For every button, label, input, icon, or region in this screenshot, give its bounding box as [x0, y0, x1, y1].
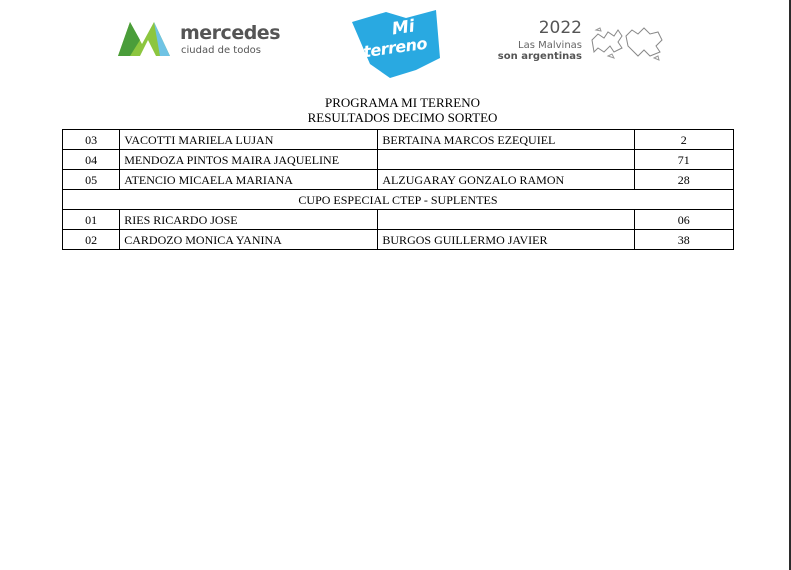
table-row: [63, 230, 734, 250]
cotitular-name: [378, 210, 634, 230]
mercedes-tagline: ciudad de todos: [181, 45, 262, 56]
mercedes-mark-icon: [118, 16, 176, 60]
mi-terreno-text-mi: Mi: [390, 16, 417, 40]
section-row: [63, 190, 734, 210]
titular-name: MENDOZA PINTOS MAIRA JAQUELINE: [120, 150, 378, 170]
row-value: 2: [634, 130, 733, 150]
cotitular-name: ALZUGARAY GONZALO RAMON: [378, 170, 634, 190]
table-row: [63, 210, 734, 230]
mercedes-wordmark: mercedes: [180, 22, 280, 44]
titular-name: RIES RICARDO JOSE: [120, 210, 378, 230]
table-row: [63, 150, 734, 170]
page-title: PROGRAMA MI TERRENO: [324, 95, 481, 110]
row-value: 28: [634, 170, 733, 190]
page-subtitle: RESULTADOS DECIMO SORTEO: [307, 110, 498, 125]
row-number: 03: [63, 130, 120, 150]
row-number: 01: [63, 210, 120, 230]
results-table: [62, 129, 734, 250]
cotitular-name: BERTAINA MARCOS EZEQUIEL: [378, 130, 634, 150]
table-row: [63, 170, 734, 190]
malvinas-year: 2022: [538, 18, 582, 38]
table-row: [63, 130, 734, 150]
row-value: 06: [634, 210, 733, 230]
cotitular-name: [378, 150, 634, 170]
section-label: CUPO ESPECIAL CTEP - SUPLENTES: [63, 190, 734, 210]
cotitular-name: BURGOS GUILLERMO JAVIER: [378, 230, 634, 250]
malvinas-line2: son argentinas: [497, 51, 582, 62]
malvinas-islands-icon: [588, 22, 666, 64]
row-value: 71: [634, 150, 733, 170]
row-number: 05: [63, 170, 120, 190]
mi-terreno-logo: [350, 8, 442, 80]
titular-name: ATENCIO MICAELA MARIANA: [120, 170, 378, 190]
mi-terreno-text-terreno: terreno: [361, 33, 429, 62]
malvinas-line1: Las Malvinas: [518, 40, 582, 51]
mercedes-logo: [118, 16, 278, 60]
row-number: 04: [63, 150, 120, 170]
malvinas-logo: [497, 18, 670, 66]
titular-name: VACOTTI MARIELA LUJAN: [120, 130, 378, 150]
titular-name: CARDOZO MONICA YANINA: [120, 230, 378, 250]
row-value: 38: [634, 230, 733, 250]
row-number: 02: [63, 230, 120, 250]
